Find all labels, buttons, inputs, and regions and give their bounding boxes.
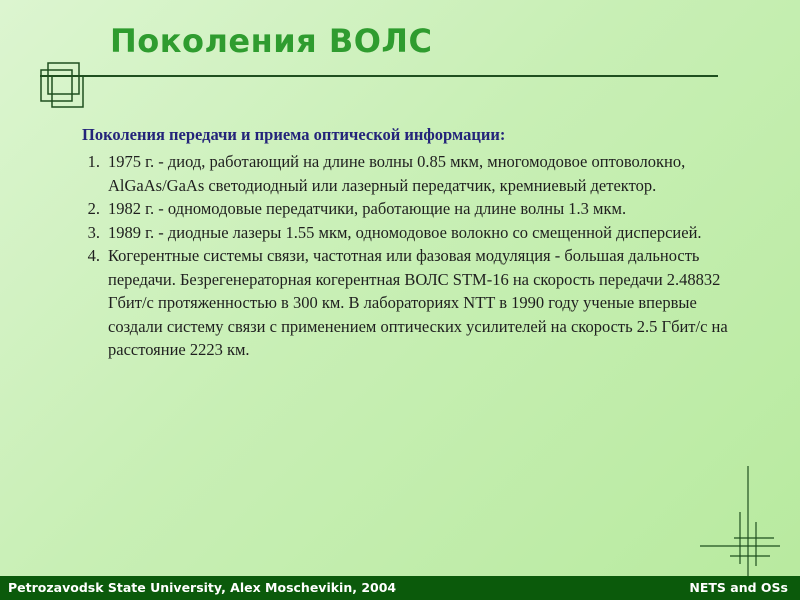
list-item [87,221,740,245]
list-item-number: 1. [87,152,100,171]
squares-decoration-icon [40,62,88,110]
crosshair-lines-decoration-icon [700,466,780,576]
generations-list [80,150,740,362]
list-item-text: Когерентные системы связи, частотная или фазовая модуляция - большая дальность передачи. Безрегенераторная когерентная ВОЛС STM-16 на скорость передачи 2.48832 Гбит/с протяженностью в 300 км. В лабораториях NTT в 1990 году ученые впервые создали систему связи с применением оптических усилителей на скорость 2.5 Гбит/с на расстояние 2223 км. [108,246,728,359]
list-item-number: 4. [87,246,100,265]
list-item-number: 3. [87,222,100,242]
list-item-text: 1989 г. - диодные лазеры 1.55 мкм, одномодовое волокно со смещенной дисперсией. [108,222,702,242]
slide-title: Поколения ВОЛС [110,22,433,60]
list-item-number: 2. [87,199,100,218]
content-heading: Поколения передачи и приема оптической информации: [82,125,506,144]
list-item [87,244,740,362]
content-area [80,124,740,362]
footer-credits: Petrozavodsk State University, Alex Moschevikin, 2004 [8,580,397,595]
list-item [87,150,740,197]
list-item [87,197,740,221]
footer-course-name: NETS and OSs [689,580,788,595]
list-item-text: 1982 г. - одномодовые передатчики, работающие на длине волны 1.3 мкм. [108,199,627,218]
list-item-text: 1975 г. - диод, работающий на длине волны 0.85 мкм, многомодовое оптоволокно, AlGaAs/GaAs светодиодный или лазерный передатчик, кремниевый детектор. [108,152,686,195]
title-divider [40,75,718,77]
footer-bar [0,576,800,600]
